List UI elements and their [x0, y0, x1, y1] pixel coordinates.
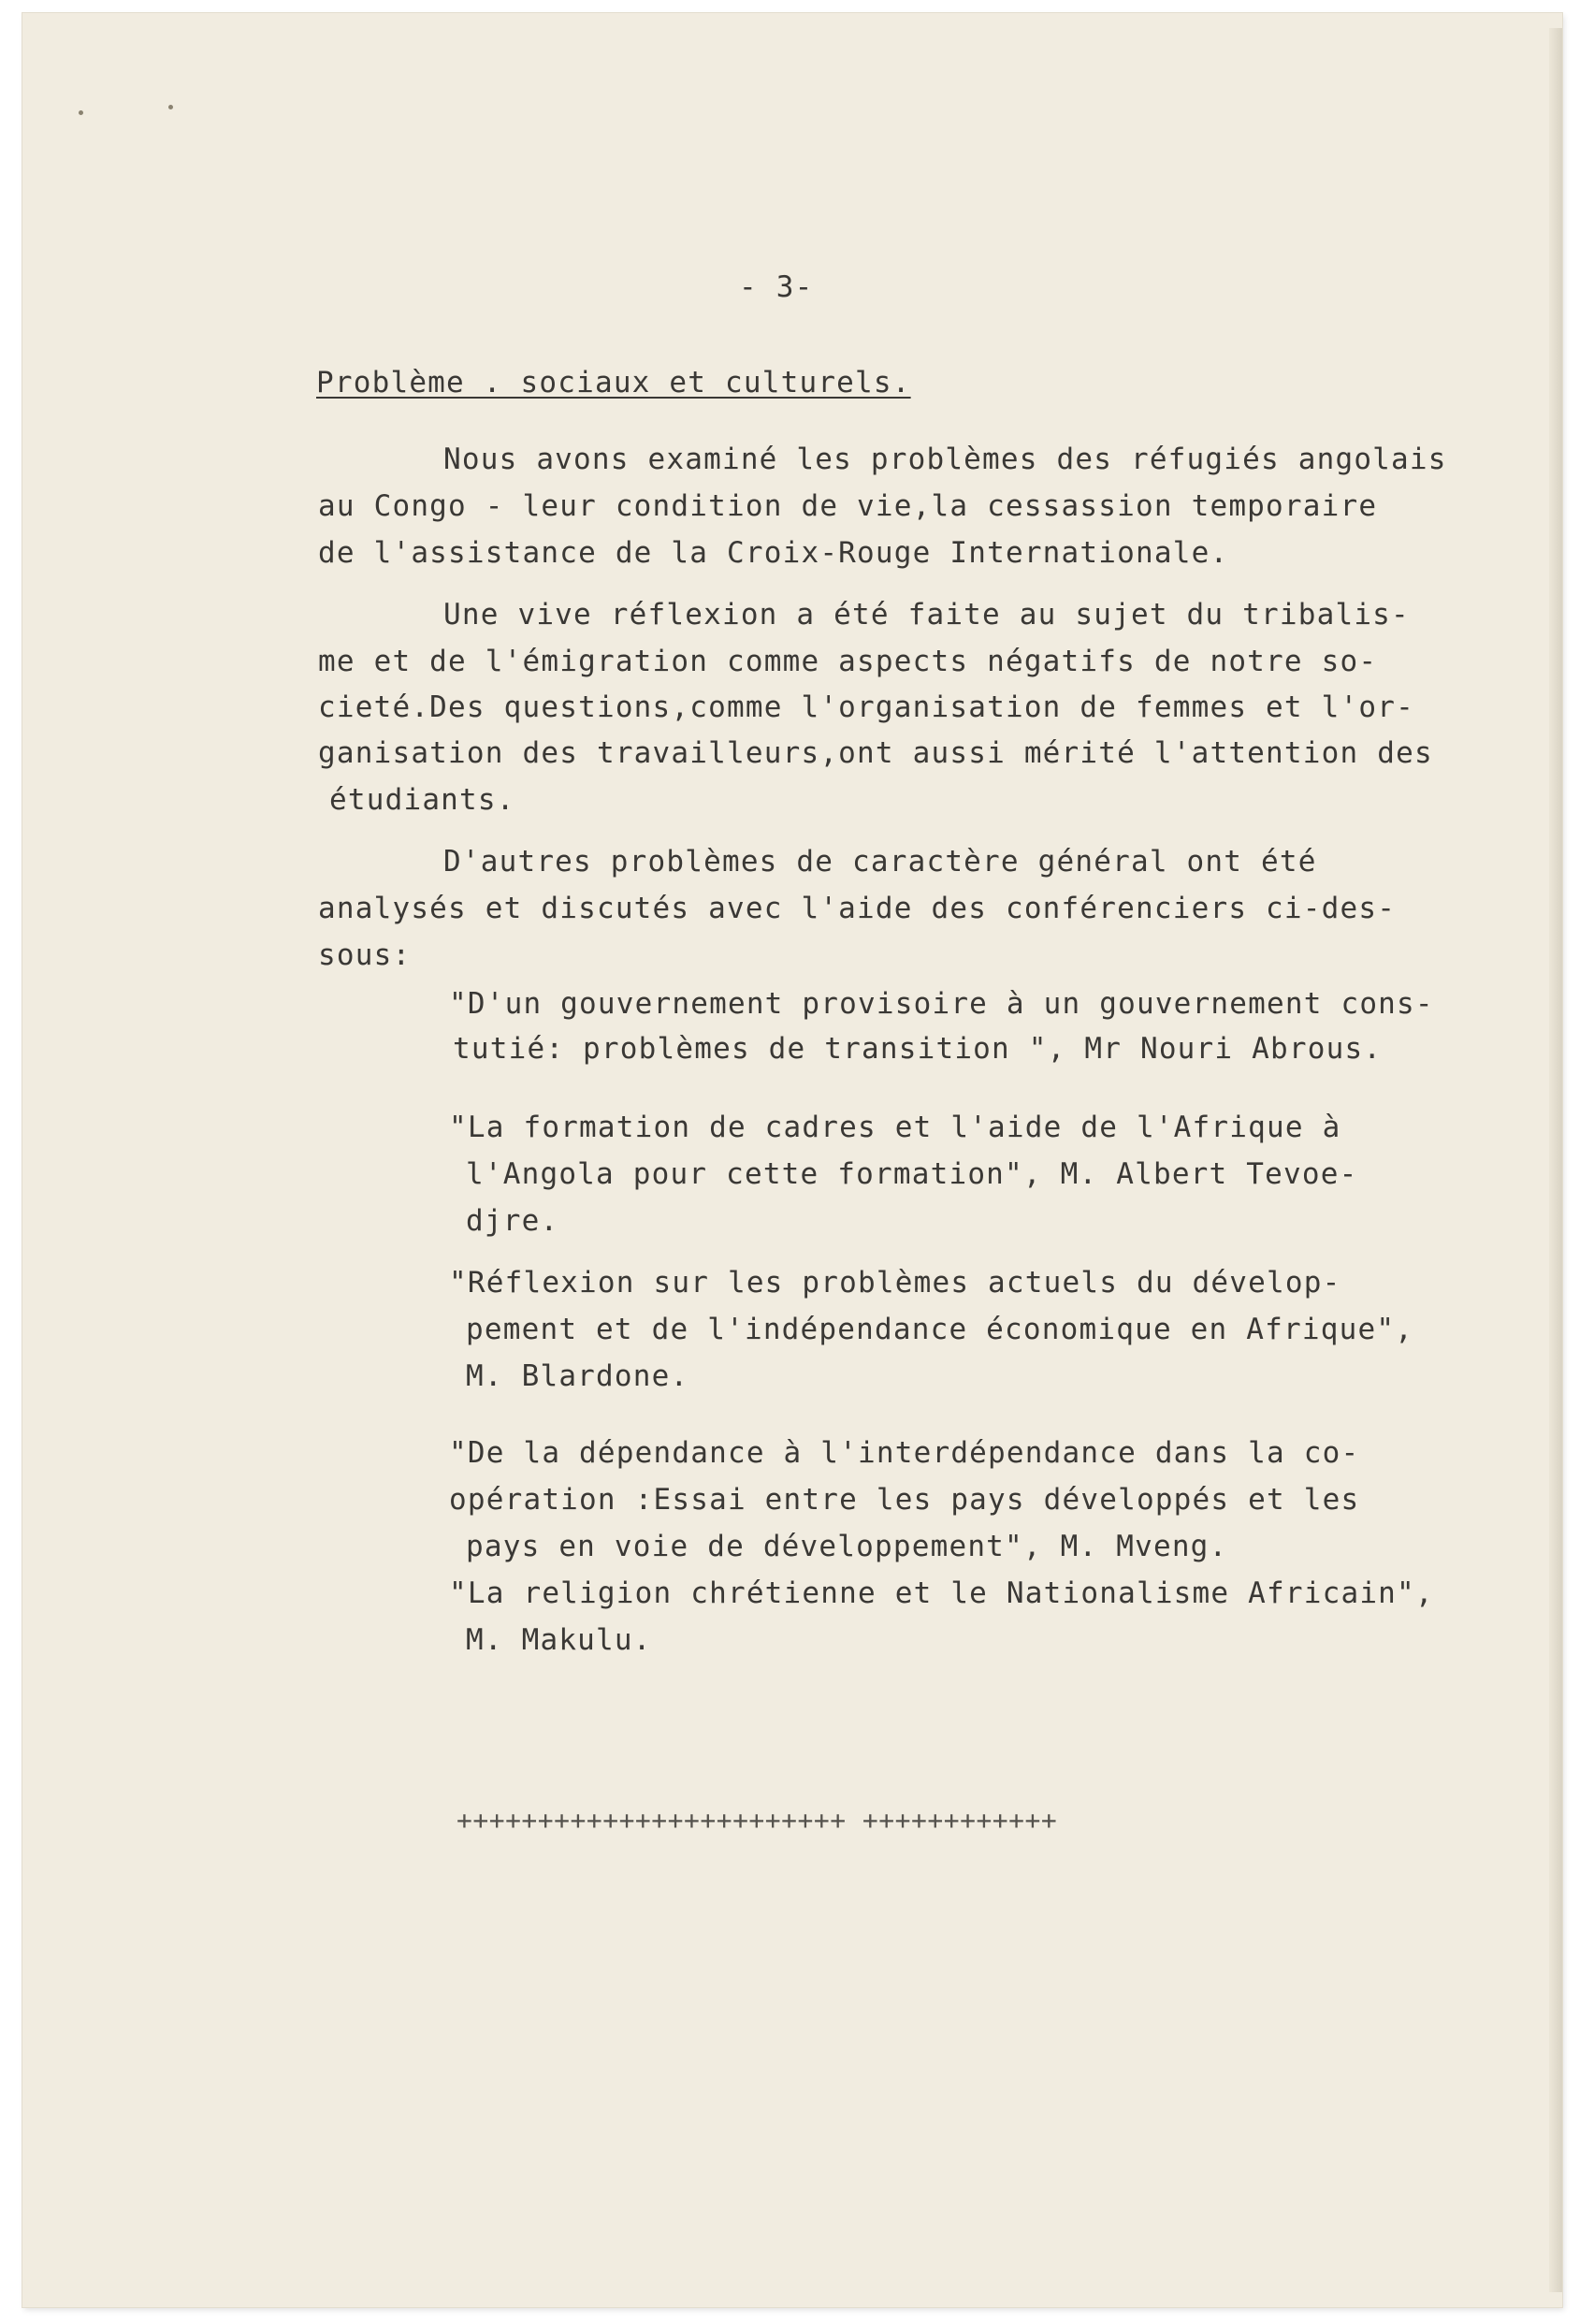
paragraph-line: ganisation des travailleurs,ont aussi mérité l'attention des	[318, 736, 1433, 770]
closing-divider: ++++++++++++++++++++++++ ++++++++++++	[456, 1805, 1058, 1836]
lecture-line: l'Angola pour cette formation", M. Albert Tevoe-	[466, 1157, 1358, 1191]
paragraph-line: cieté.Des questions,comme l'organisation de femmes et l'or-	[318, 690, 1414, 724]
paragraph-line: au Congo - leur condition de vie,la cessassion temporaire	[318, 489, 1378, 523]
lecture-line: "D'un gouvernement provisoire à un gouvernement cons-	[449, 987, 1434, 1021]
ink-speck	[168, 105, 173, 109]
lecture-line: M. Makulu.	[466, 1623, 652, 1657]
lecture-line: pement et de l'indépendance économique en Afrique",	[466, 1313, 1414, 1346]
lecture-line: djre.	[466, 1204, 559, 1238]
paragraph-line: me et de l'émigration comme aspects négatifs de notre so-	[318, 645, 1378, 678]
section-heading: Problème . sociaux et culturels.	[316, 366, 911, 399]
ink-speck	[79, 110, 83, 115]
lecture-line: "La religion chrétienne et le Nationalisme Africain",	[449, 1576, 1434, 1610]
paper-edge	[1549, 28, 1562, 2292]
paragraph-line: étudiants.	[329, 783, 515, 817]
lecture-line: "La formation de cadres et l'aide de l'Afrique à	[449, 1111, 1341, 1144]
page-number: - 3-	[739, 270, 814, 304]
lecture-line: "Réflexion sur les problèmes actuels du dévelop-	[449, 1266, 1341, 1300]
lecture-line: opération :Essai entre les pays développés et les	[449, 1483, 1360, 1517]
paragraph-line: Nous avons examiné les problèmes des réfugiés angolais	[443, 443, 1447, 476]
lecture-line: M. Blardone.	[466, 1359, 689, 1393]
paragraph-line: D'autres problèmes de caractère général ont été	[443, 845, 1317, 879]
lecture-line: tutié: problèmes de transition ", Mr Nouri Abrous.	[453, 1032, 1383, 1066]
paragraph-line: sous:	[318, 938, 412, 972]
paragraph-line: analysés et discutés avec l'aide des conférenciers ci-des-	[318, 892, 1397, 925]
lecture-line: "De la dépendance à l'interdépendance dans la co-	[449, 1436, 1360, 1470]
paragraph-line: de l'assistance de la Croix-Rouge Internationale.	[318, 536, 1229, 570]
lecture-line: pays en voie de développement", M. Mveng.	[466, 1530, 1228, 1563]
paragraph-line: Une vive réflexion a été faite au sujet du tribalis-	[443, 598, 1410, 632]
